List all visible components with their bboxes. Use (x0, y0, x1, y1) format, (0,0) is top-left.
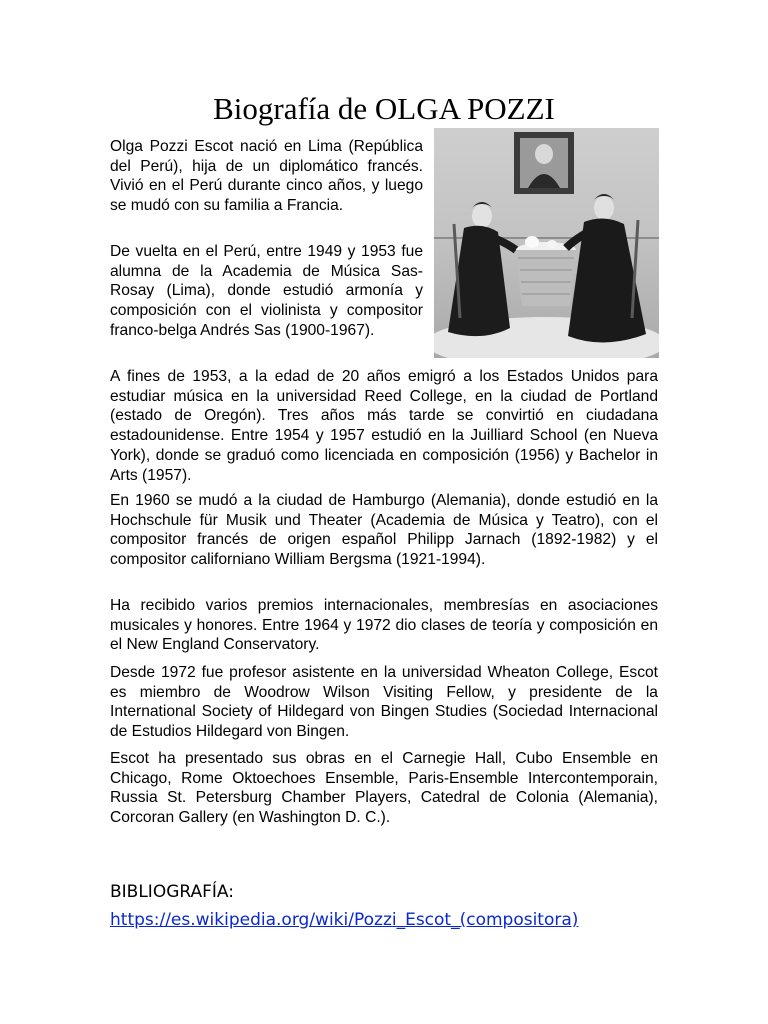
paragraph-6: Desde 1972 fue profesor asistente en la universidad Wheaton College, Escot es miembro de Woodrow Wilson Visiting Fellow, y presidente de la International Society of Hildegard von Bingen Studies (Sociedad Internacional de Estudios Hildegard von Bingen. (110, 664, 658, 741)
paragraph-1: Olga Pozzi Escot nació en Lima (República del Perú), hija de un diplomático francés. Vivió en el Perú durante cinco años, y luego se mudó con su familia a Francia. (110, 138, 423, 215)
bibliography-heading: BIBLIOGRAFÍA: (110, 882, 234, 902)
paragraph-2: De vuelta en el Perú, entre 1949 y 1953 fue alumna de la Academia de Música Sas-Rosay (Lima), donde estudió armonía y composición con el violinista y compositor franco-belga Andrés Sas (1900-1967). (110, 243, 423, 339)
bibliography-link[interactable]: https://es.wikipedia.org/wiki/Pozzi_Escot_(compositora) (110, 910, 579, 930)
page-title: Biografía de OLGA POZZI (213, 91, 555, 126)
paragraph-3: A fines de 1953, a la edad de 20 años emigró a los Estados Unidos para estudiar música en la universidad Reed College, en la ciudad de Portland (estado de Oregón). Tres años más tarde se convirtió en ciudadana estadounidense. Entre 1954 y 1957 estudió en la Juilliard School (en Nueva York), donde se graduó como licenciada en composición (1956) y Bachelor in Arts (1957). (110, 368, 658, 484)
paragraph-4: En 1960 se mudó a la ciudad de Hamburgo (Alemania), donde estudió en la Hochschule für Musik und Theater (Academia de Música y Teatro), con el compositor francés de origen español Philipp Jarnach (1892-1982) y el compositor californiano William Bergsma (1921-1994). (110, 492, 658, 569)
historical-photo (434, 128, 659, 358)
paragraph-5: Ha recibido varios premios internacionales, membresías en asociaciones musicales y honores. Entre 1964 y 1972 dio clases de teoría y composición en el New England Conservatory. (110, 597, 658, 654)
paragraph-7: Escot ha presentado sus obras en el Carnegie Hall, Cubo Ensemble en Chicago, Rome Oktoechoes Ensemble, Paris-Ensemble Intercontemporain, Russia St. Petersburg Chamber Players, Catedral de Colonia (Alemania), Corcoran Gallery (en Washington D. C.). (110, 750, 658, 827)
